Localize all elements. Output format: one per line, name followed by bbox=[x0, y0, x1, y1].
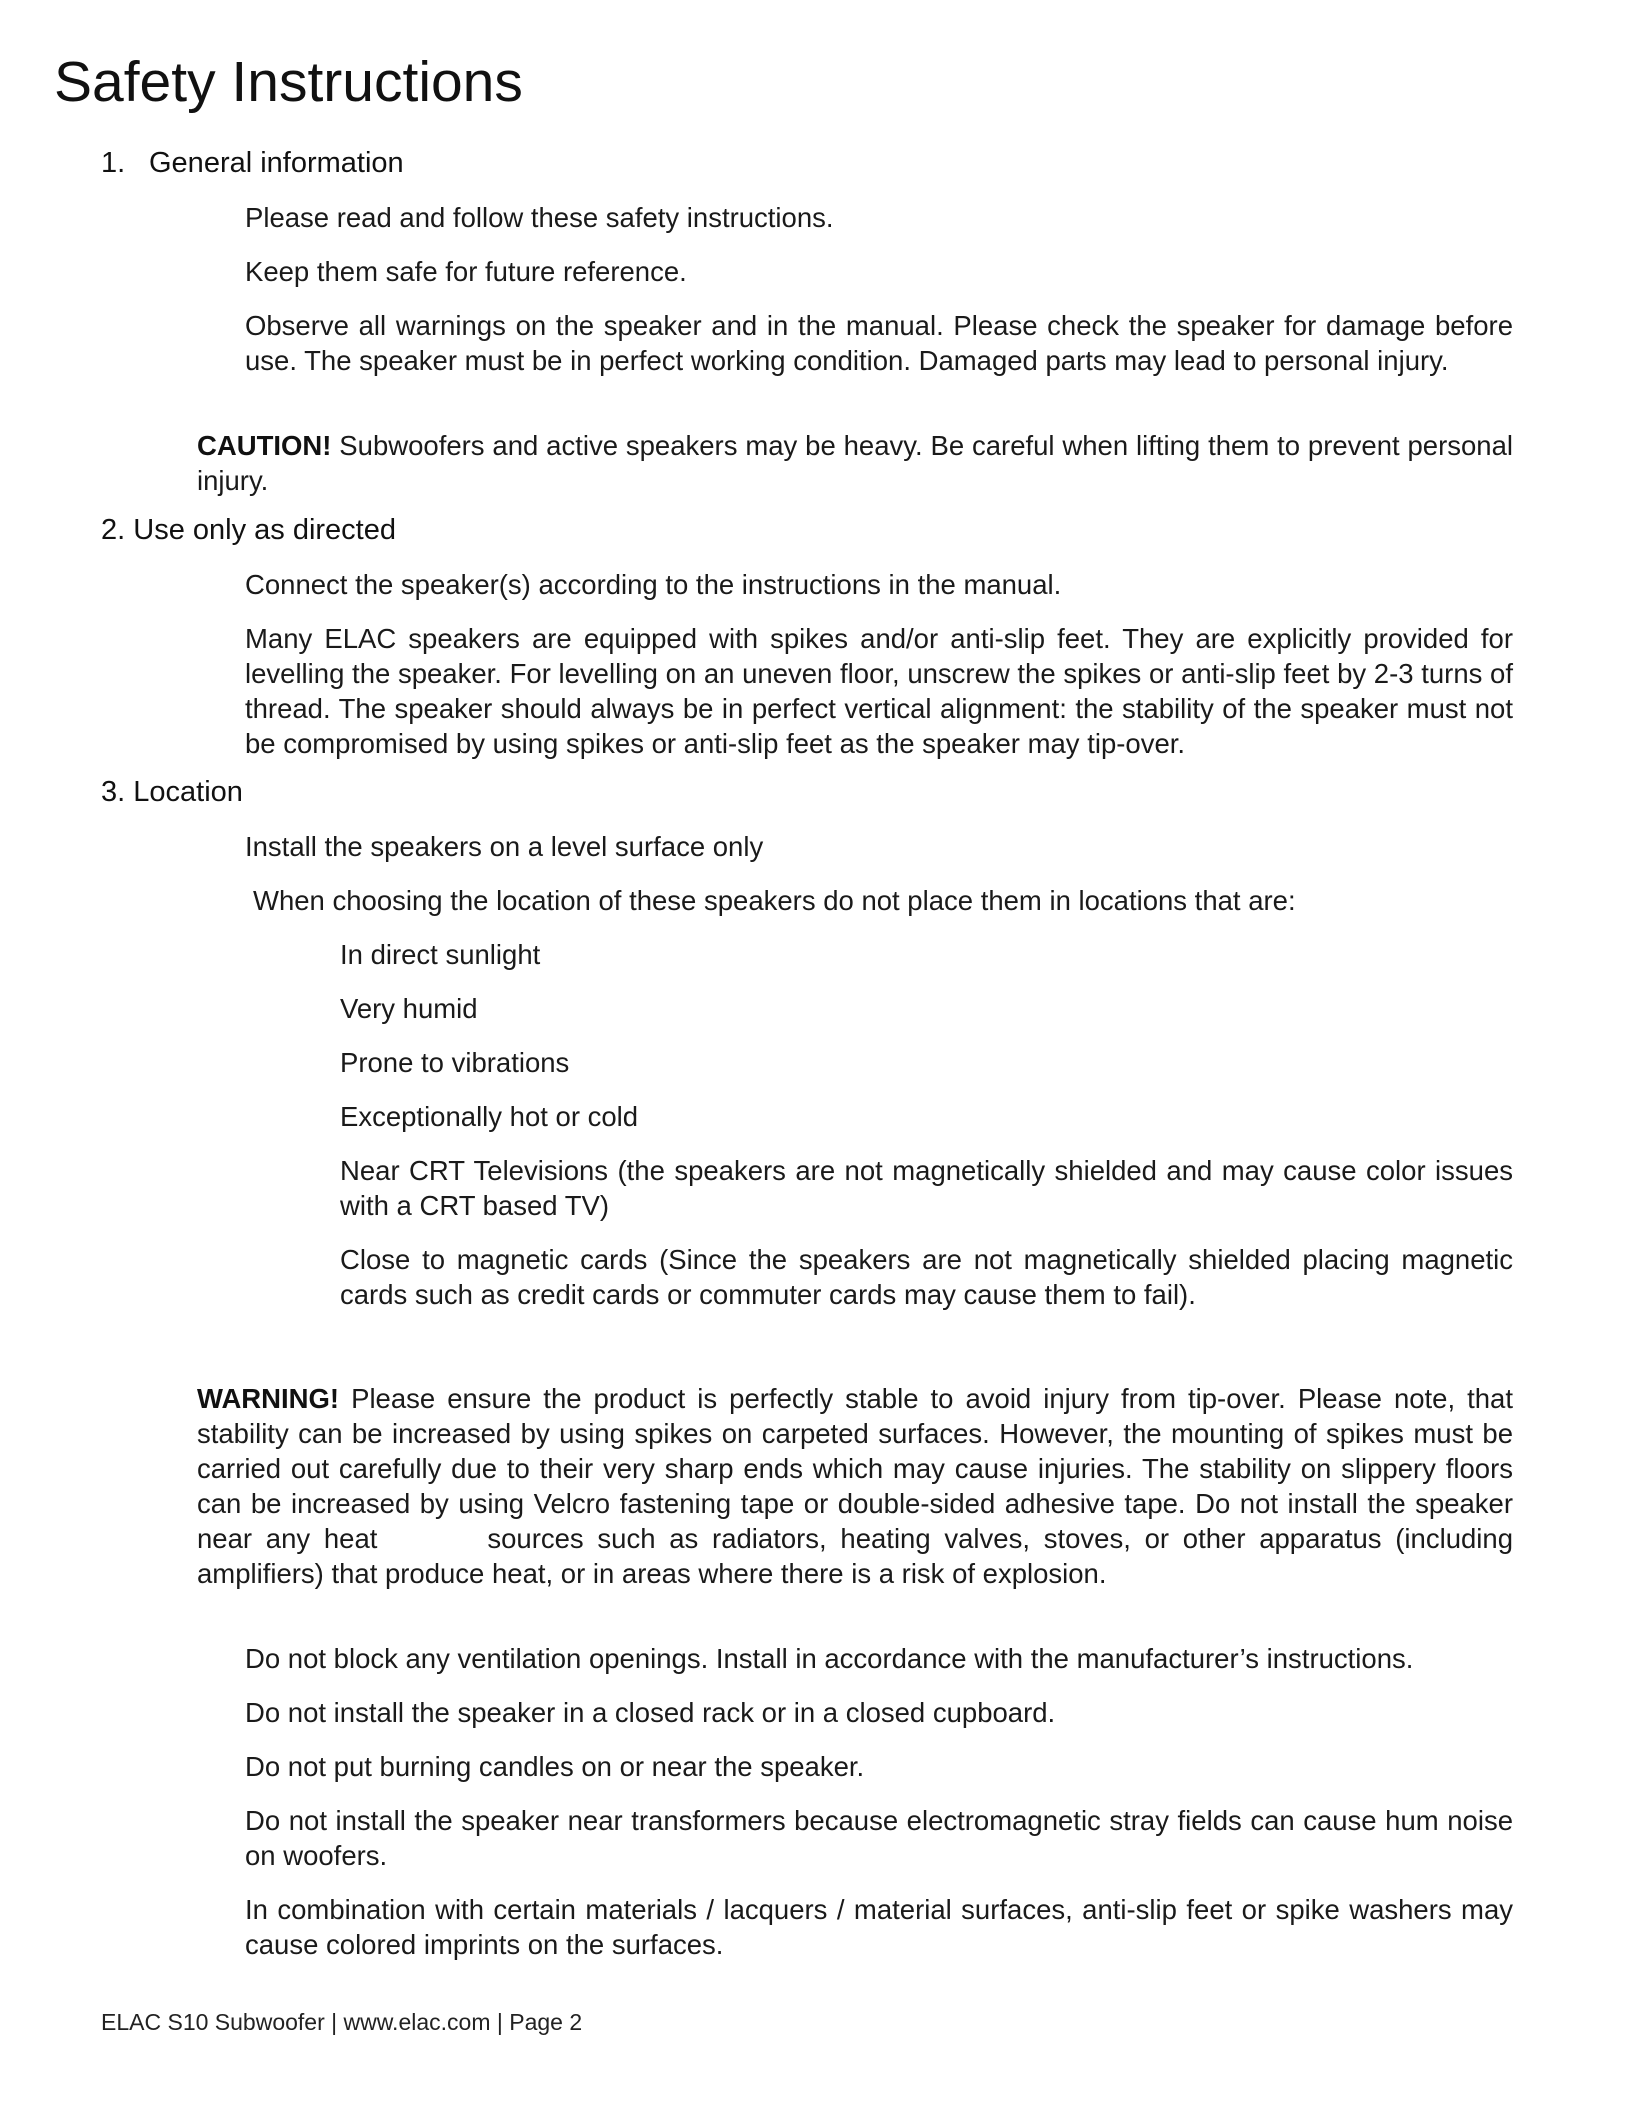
paragraph: Many ELAC speakers are equipped with spikes and/or anti-slip feet. They are explicitly provided for levelling the speaker. For levelling on an uneven floor, unscrew the spikes or anti-slip feet by 2-3 turns of thread. The speaker should always be in perfect vertical alignment: the stability of the speaker must not be compromised by using spikes or anti-slip feet as the speaker may tip-over. bbox=[245, 623, 1513, 759]
paragraph: Do not install the speaker near transformers because electromagnetic stray fields can cause hum noise on woofers. bbox=[245, 1805, 1513, 1871]
paragraph: Keep them safe for future reference. bbox=[245, 256, 687, 287]
warning-paragraph bbox=[197, 1381, 1521, 1591]
section-2-title: Use only as directed bbox=[133, 514, 396, 546]
location-item: In direct sunlight bbox=[340, 939, 541, 970]
paragraph: Do not block any ventilation openings. Install in accordance with the manufacturer’s instructions. bbox=[245, 1643, 1414, 1674]
section-2-heading bbox=[101, 513, 396, 547]
location-item: Prone to vibrations bbox=[340, 1047, 570, 1078]
caution-text: Subwoofers and active speakers may be heavy. Be careful when lifting them to prevent personal injury. bbox=[197, 430, 1513, 496]
paragraph: When choosing the location of these speakers do not place them in locations that are: bbox=[253, 885, 1296, 916]
caution-paragraph bbox=[197, 428, 1513, 498]
paragraph: Please read and follow these safety instructions. bbox=[245, 202, 834, 233]
section-1-heading bbox=[101, 146, 404, 180]
section-1-title: General information bbox=[149, 147, 404, 179]
section-2-number: 2. bbox=[101, 514, 126, 546]
paragraph: Do not install the speaker in a closed rack or in a closed cupboard. bbox=[245, 1697, 1056, 1728]
paragraph: Observe all warnings on the speaker and in the manual. Please check the speaker for damage before use. The speaker must be in perfect working condition. Damaged parts may lead to personal injury. bbox=[245, 310, 1513, 376]
location-item: Near CRT Televisions (the speakers are not magnetically shielded and may cause color issues with a CRT based TV) bbox=[340, 1155, 1513, 1221]
caution-label: CAUTION! bbox=[197, 430, 332, 461]
page-footer: ELAC S10 Subwoofer | www.elac.com | Page 2 bbox=[101, 2009, 583, 2035]
location-item: Close to magnetic cards (Since the speakers are not magnetically shielded placing magnetic cards such as credit cards or commuter cards may cause them to fail). bbox=[340, 1244, 1513, 1310]
warning-text: Please ensure the product is perfectly stable to avoid injury from tip-over. Please note, that stability can be increased by using spikes on carpeted surfaces. However, the mounting of spikes must be carried out carefully due to their very sharp ends which may cause injuries. The stability on slippery floors can be increased by using Velcro fastening tape or double-sided adhesive tape. Do not install the speaker near any heat sources such as radiators, heating valves, stoves, or other apparatus (including amplifiers) that produce heat, or in areas where there is a risk of explosion. bbox=[197, 1383, 1521, 1589]
page-title: Safety Instructions bbox=[54, 50, 523, 114]
location-item: Exceptionally hot or cold bbox=[340, 1101, 639, 1132]
section-1-number: 1. bbox=[101, 147, 126, 179]
paragraph: Do not put burning candles on or near the speaker. bbox=[245, 1751, 865, 1782]
paragraph: Connect the speaker(s) according to the instructions in the manual. bbox=[245, 569, 1062, 600]
section-3-number: 3. bbox=[101, 776, 126, 808]
section-3-title: Location bbox=[133, 776, 243, 808]
paragraph: Install the speakers on a level surface only bbox=[245, 831, 764, 862]
warning-label: WARNING! bbox=[197, 1383, 340, 1414]
location-item: Very humid bbox=[340, 993, 478, 1024]
paragraph: In combination with certain materials / lacquers / material surfaces, anti-slip feet or spike washers may cause colored imprints on the surfaces. bbox=[245, 1894, 1513, 1960]
section-3-heading bbox=[101, 775, 243, 809]
